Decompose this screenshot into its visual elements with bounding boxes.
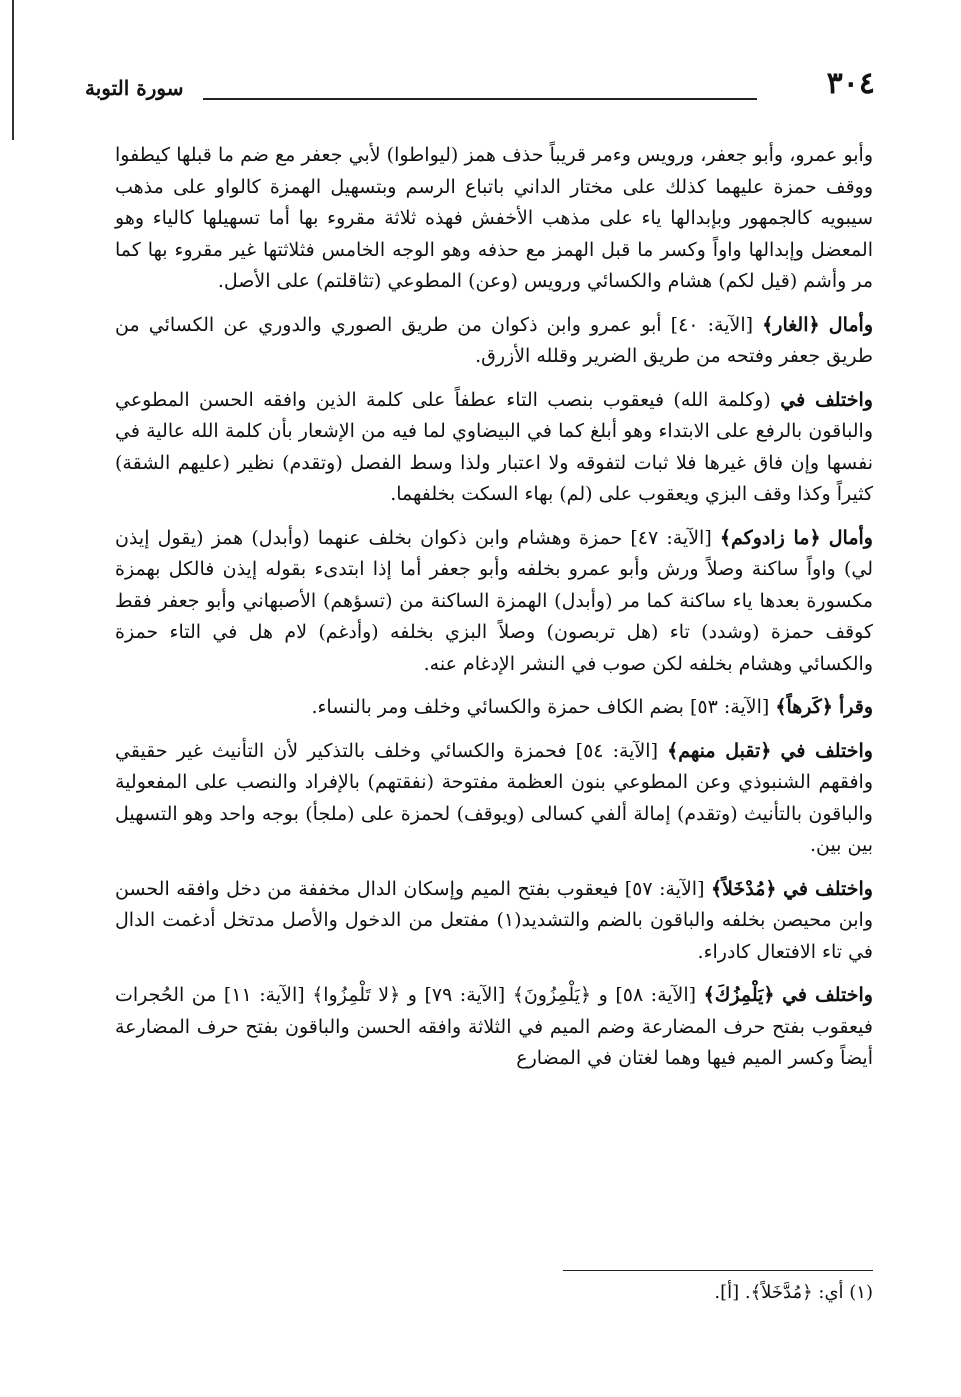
paragraph-4	[115, 523, 873, 681]
paragraph-text: [الآية: ٥٣] بضم الكاف حمزة والكسائي وخلف ومر بالنساء.	[311, 696, 770, 718]
header-rule	[203, 98, 757, 100]
paragraph-3	[115, 385, 873, 511]
paragraph-text: (وكلمة الله) فيعقوب بنصب التاء عطفاً على كلمة الذين وافقه الحسن المطوعي والباقون بالرفع على الابتداء وهو أبلغ كما في البيضاوي لما فيه من الإشعار بأن كلمة الله عالية في نفسها وإن فاق غيرها فلا ثبات لتفوقه ولا اعتبار ولذا وسط الفصل (وتقدم) نظير (عليهم الشقة) كثيراً وكذا وقف البزي ويعقوب على (لم) بهاء السكت بخلفهما.	[115, 388, 873, 505]
paragraph-lead: وأمال	[828, 526, 873, 549]
paragraph-lead: وقرأ	[838, 696, 873, 718]
page-number: ٣٠٤	[826, 66, 875, 101]
quranic-word: ﴿كَرهاً﴾	[775, 696, 833, 718]
paragraph-7	[115, 874, 873, 969]
paragraph-lead: واختلف في	[782, 984, 873, 1006]
footnote-rule	[563, 1270, 873, 1271]
footnote: (١) أي: ﴿مُدَّخَلاً﴾. [أ].	[714, 1282, 873, 1303]
paragraph-6	[115, 736, 873, 862]
margin-rule	[12, 0, 14, 140]
paragraph-2	[115, 310, 873, 373]
quranic-word: ﴿مُدْخَلاً﴾	[711, 877, 777, 900]
body-text	[115, 140, 873, 1087]
paragraph-lead: واختلف في	[783, 877, 873, 900]
paragraph-text: وأبو عمرو، وأبو جعفر، ورويس وءمر قريباً حذف همز (ليواطوا) لأبي جعفر مع ضم ما قبلها كيطفوا ووقف حمزة عليهما كذلك على مختار الداني باتباع الرسم وبتسهيل الهمزة كالواو على مذهب سيبويه كالجمهور وبإبدالها ياء على مذهب الأخفش فهذه ثلاثة مقروء بها أما تسهيلها كالياء وهو المعضل وإبدالها واواً وكسر ما قبل الهمز مع حذفه وهو الوجه الخامس فثلاثتها غير مقروء بها كما مر وأشم (قيل لكم) هشام والكسائي ورويس (وعن) المطوعي (تثاقلتم) على الأصل.	[115, 144, 873, 292]
paragraph-text: [الآية: ٤٧] حمزة وهشام وابن ذكوان بخلف عنهما (وأبدل) همز (يقول إيذن لي) واواً ساكنة وصلاً ورش وأبو عمرو بخلفه وأبو جعفر أما إذا ابتدىء بقوله إيذن فالكل بهمزة مكسورة بعدها ياء ساكنة كما مر (وأبدل) الهمزة الساكنة من (تسؤهم) الأصبهاني وأبو جعفر فقط كوقف حمزة (وشدد) تاء (هل تربصون) وصلاً البزي بخلفه (وأدغم) لام هل في التاء حمزة والكسائي وهشام بخلفه لكن صوب في النشر الإدغام عنه.	[115, 526, 873, 675]
paragraph-lead: واختلف في	[780, 739, 873, 762]
quranic-word: ﴿تقبل منهم﴾	[667, 739, 772, 762]
paragraph-8	[115, 980, 873, 1075]
paragraph-text: [الآية: ٥٨] و ﴿يَلْمِزُونَ﴾ [الآية: ٧٩] و ﴿لا تَلْمِزُوا﴾ [الآية: ١١] من الحُجرات فيعقوب بفتح حرف المضارعة وضم الميم في الثلاثة وافقه الحسن والباقون بفتح حرف المضارعة أيضاً وكسر الميم فيها وهما لغتان في المضارع	[115, 984, 873, 1069]
paragraph-lead: واختلف في	[780, 388, 873, 411]
paragraph-5	[115, 692, 873, 724]
paragraph-text: [الآية: ٥٧] فيعقوب بفتح الميم وإسكان الدال مخففة من دخل وافقه الحسن وابن محيصن بخلفه والباقون بالضم والتشديد(١) مفتعل من الدخول والأصل مدتخل أدغمت الدال في تاء الافتعال كادراء.	[115, 877, 873, 963]
page-header	[85, 62, 875, 112]
quranic-word: ﴿الغار﴾	[762, 313, 820, 336]
quranic-word: ﴿يَلْمِزُكَ﴾	[703, 984, 775, 1006]
paragraph-lead: وأمال	[828, 313, 874, 336]
paragraph-text: [الآية: ٤٠] أبو عمرو وابن ذكوان من طريق الصوري والدوري عن الكسائي من طريق جعفر وفتحه من طريق الضرير وقلله الأزرق.	[115, 313, 873, 367]
quranic-word: ﴿ما زادوكم﴾	[719, 526, 821, 549]
paragraph-1	[115, 140, 873, 298]
surah-title: سورة التوبة	[85, 76, 184, 100]
paragraph-text: [الآية: ٥٤] فحمزة والكسائي وخلف بالتذكير لأن التأنيث غير حقيقي وافقهم الشنبوذي وعن المطوعي بنون العظمة مفتوحة (نفقتهم) بالإفراد والنصب على المفعولية والباقون بالتأنيث (وتقدم) إمالة ألفي كسالى (ويوقف) لحمزة على (ملجأ) بوجه واحد وهو التسهيل بين بين.	[115, 739, 873, 856]
